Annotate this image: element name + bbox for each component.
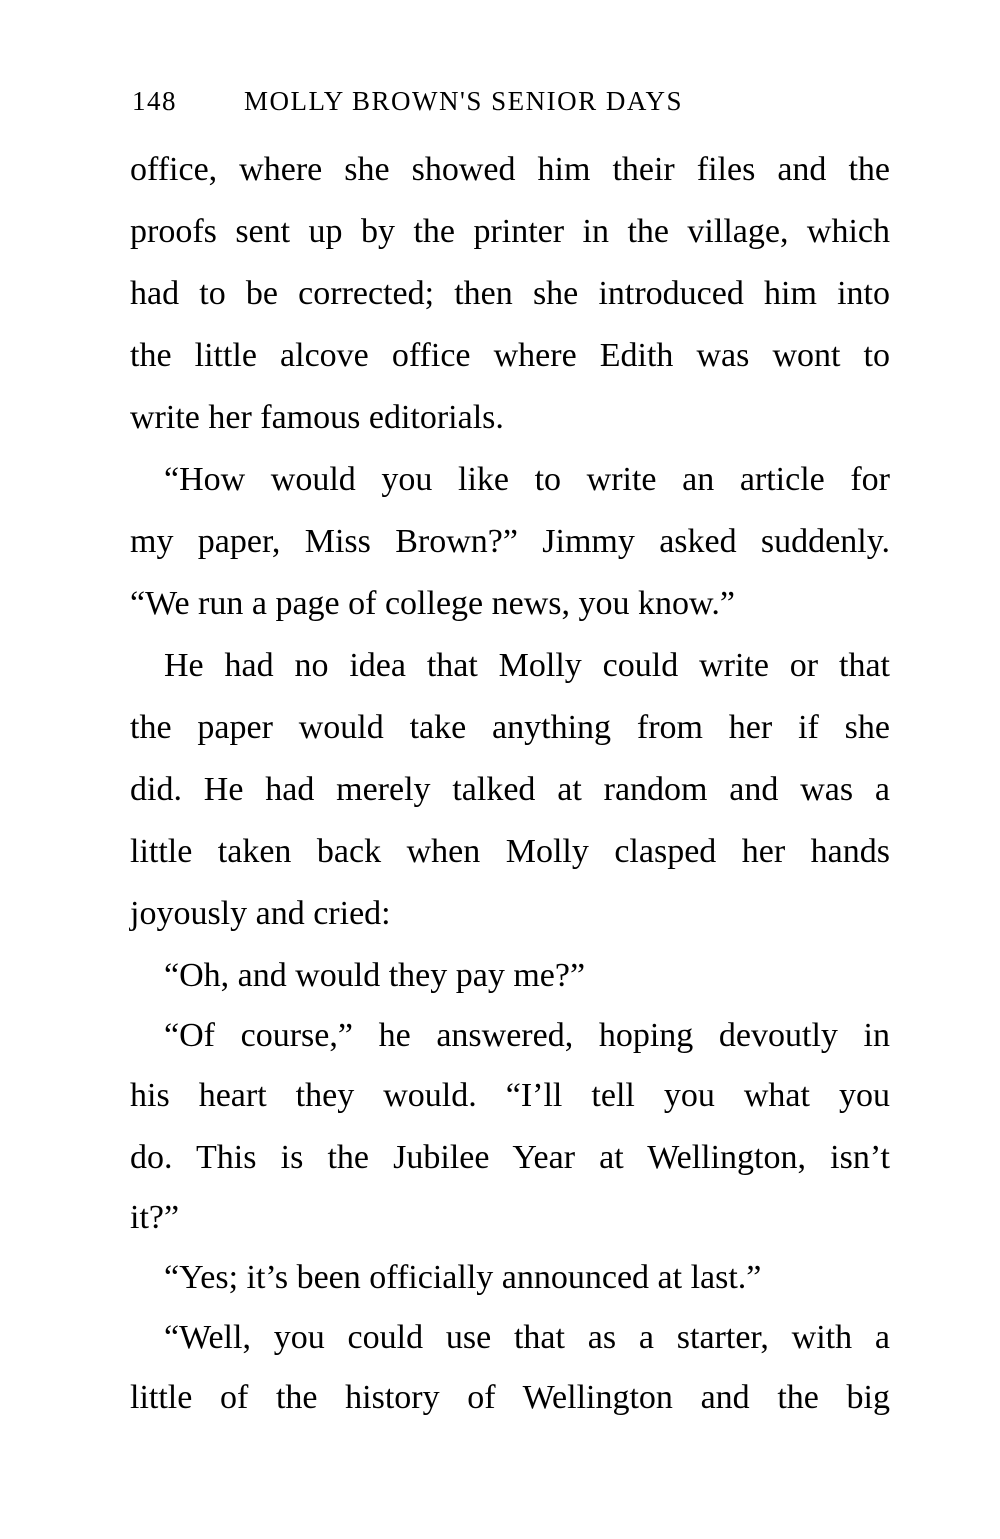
text-line: had to be corrected; then she introduced him into	[130, 275, 890, 312]
page-number: 148	[132, 86, 177, 116]
text-line: “Of course,” he answered, hoping devoutly in	[164, 1017, 890, 1054]
text-line: “Oh, and would they pay me?”	[164, 957, 586, 994]
text-line: office, where she showed him their files and the	[130, 151, 890, 188]
text-line: proofs sent up by the printer in the village, which	[130, 213, 890, 250]
text-line: do. This is the Jubilee Year at Wellington, isn’t	[130, 1139, 890, 1176]
running-title: MOLLY BROWN'S SENIOR DAYS	[244, 86, 683, 116]
page-header	[132, 86, 892, 126]
text-line: write her famous editorials.	[130, 399, 504, 436]
text-line: the little alcove office where Edith was wont to	[130, 337, 890, 374]
text-line: his heart they would. “I’ll tell you what you	[130, 1077, 890, 1114]
text-line: little taken back when Molly clasped her hands	[130, 833, 890, 870]
text-line: little of the history of Wellington and the big	[130, 1379, 890, 1416]
text-line: “Well, you could use that as a starter, with a	[164, 1319, 890, 1356]
text-line: did. He had merely talked at random and was a	[130, 771, 890, 808]
text-line: “How would you like to write an article for	[164, 461, 890, 498]
text-line: “We run a page of college news, you know.”	[130, 585, 735, 622]
text-line: the paper would take anything from her if she	[130, 709, 890, 746]
text-line: my paper, Miss Brown?” Jimmy asked suddenly.	[130, 523, 890, 560]
text-line: He had no idea that Molly could write or that	[164, 647, 890, 684]
text-line: it?”	[130, 1199, 180, 1236]
text-line: joyously and cried:	[130, 895, 391, 932]
text-line: “Yes; it’s been officially announced at last.”	[164, 1259, 762, 1296]
